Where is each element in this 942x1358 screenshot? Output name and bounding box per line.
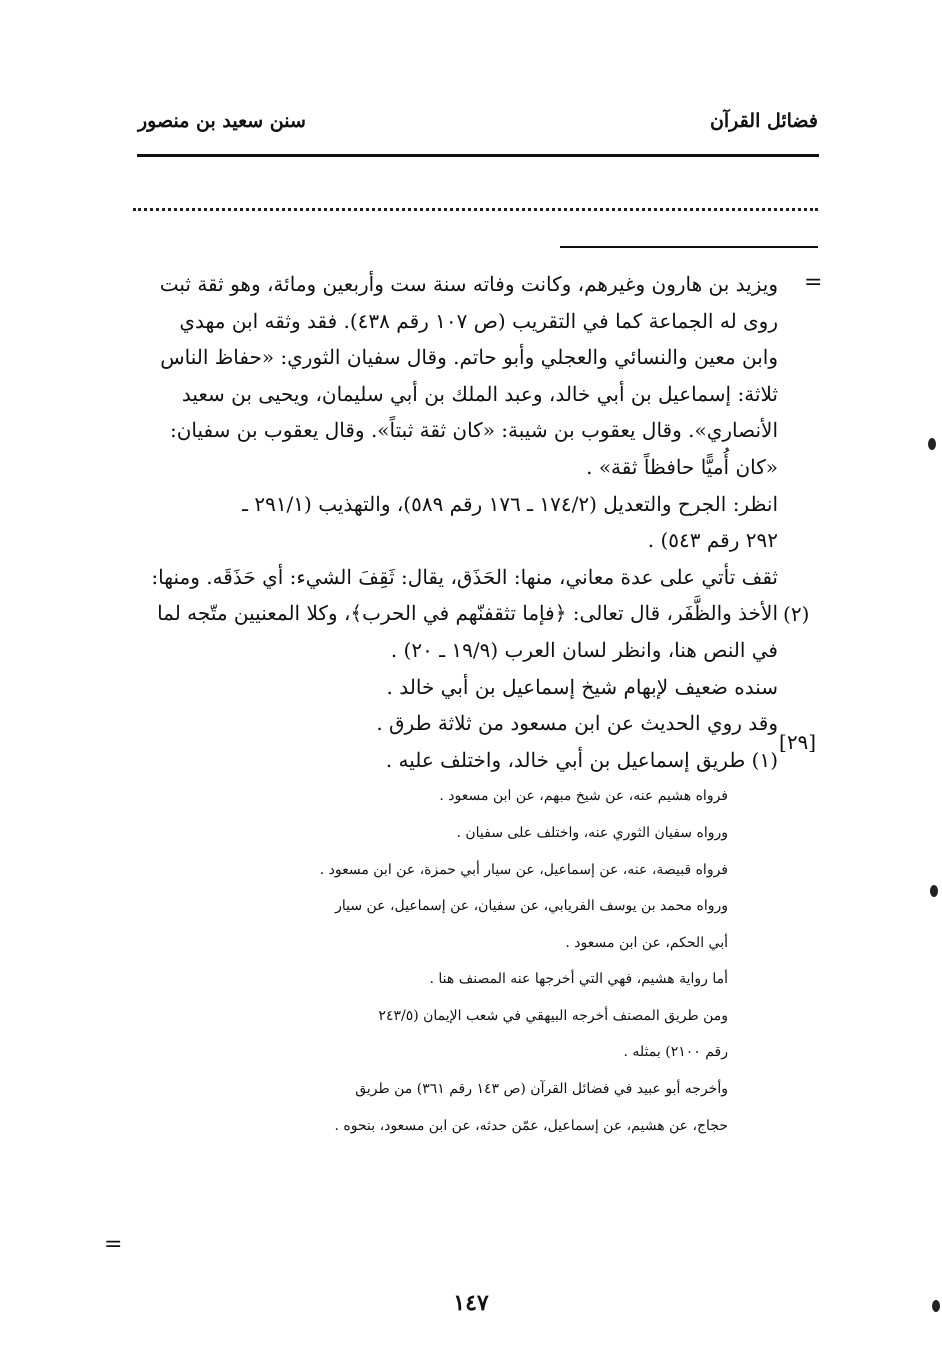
text-line: وأخرجه أبو عبيد في فضائل القرآن (ص ١٤٣ رقم ٣٦١) من طريق [355,1081,728,1098]
hadith-number-29: [٢٩] [779,730,817,754]
text-line: ورواه سفيان الثوري عنه، واختلف على سفيان . [456,824,728,841]
text-line: حجاج، عن هشيم، عن إسماعيل، عمّن حدثه، عن ابن مسعود، بنحوه . [334,1117,728,1134]
text-line: أما رواية هشيم، فهي التي أخرجها عنه المصنف هنا . [429,971,728,988]
continuation-marker-bottom: = [104,1232,123,1257]
text-line: انظر: الجرح والتعديل (١٧٤/٢ ـ ١٧٦ رقم ٥٨٩)، والتهذيب (٢٩١/١ ـ [242,491,778,516]
margin-ink-mark [928,438,936,450]
text-line: ثقف تأتي على عدة معاني، منها: الحَذَق، يقال: ثَقِفَ الشيء: أي حَذَقَه. ومنها: [151,564,778,589]
text-line: وابن معين والنسائي والعجلي وأبو حاتم. وقال سفيان الثوري: «حفاظ الناس [160,345,778,370]
text-line: أبي الحكم، عن ابن مسعود . [565,934,728,951]
text-line: سنده ضعيف لإبهام شيخ إسماعيل بن أبي خالد . [386,674,778,699]
note-number-2: (٢) [783,602,810,626]
footnote-rule [560,246,818,248]
text-line: ٢٩٢ رقم ٥٤٣) . [647,528,778,553]
text-line: الأنصاري». وقال يعقوب بن شيبة: «كان ثقة ثبتاً». وقال يعقوب بن سفيان: [169,418,778,443]
margin-ink-mark [932,1300,940,1312]
text-line: ويزيد بن هارون وغيرهم، وكانت وفاته سنة ست وأربعين ومائة، وهو ثقة ثبت [159,272,778,296]
running-header [128,110,818,146]
text-line: ورواه محمد بن يوسف الفريابي، عن سفيان، عن إسماعيل، عن سيار [335,898,728,915]
page-number: ١٤٧ [453,1290,489,1316]
text-line: «كان أُميًّا حافظاً ثقة» . [586,454,778,479]
text-line: ثلاثة: إسماعيل بن أبي خالد، وعبد الملك بن أبي سليمان، ويحيى بن سعيد [181,381,778,406]
text-line: روى له الجماعة كما في التقريب (ص ١٠٧ رقم ٤٣٨). فقد وثقه ابن مهدي [179,308,778,333]
continuation-marker-top: = [804,270,823,295]
header-rule [137,154,819,157]
text-line: (١) طريق إسماعيل بن أبي خالد، واختلف عليه . [385,747,778,772]
text-line: رقم ٢١٠٠) بمثله . [623,1044,728,1061]
text-line: فرواه هشيم عنه، عن شيخ مبهم، عن ابن مسعود . [439,788,728,805]
text-line: في النص هنا، وانظر لسان العرب (١٩/٩ ـ ٢٠) . [390,637,778,662]
dotted-separator [133,208,818,211]
book-section-title: فضائل القرآن [709,110,818,132]
body-text [130,266,778,1144]
margin-ink-mark [930,885,938,897]
text-line: الأخذ والظَّفَر، قال تعالى: ﴿فإما تثقفنّهم في الحرب﴾، وكلا المعنيين متّجه لما [157,601,778,626]
text-line: فرواه قبيصة، عنه، عن إسماعيل، عن سيار أبي حمزة، عن ابن مسعود . [319,861,728,878]
book-title: سنن سعيد بن منصور [138,110,306,132]
text-line: وقد روي الحديث عن ابن مسعود من ثلاثة طرق . [376,711,778,736]
text-line: ومن طريق المصنف أخرجه البيهقي في شعب الإيمان (٢٤٣/٥ [378,1007,728,1024]
